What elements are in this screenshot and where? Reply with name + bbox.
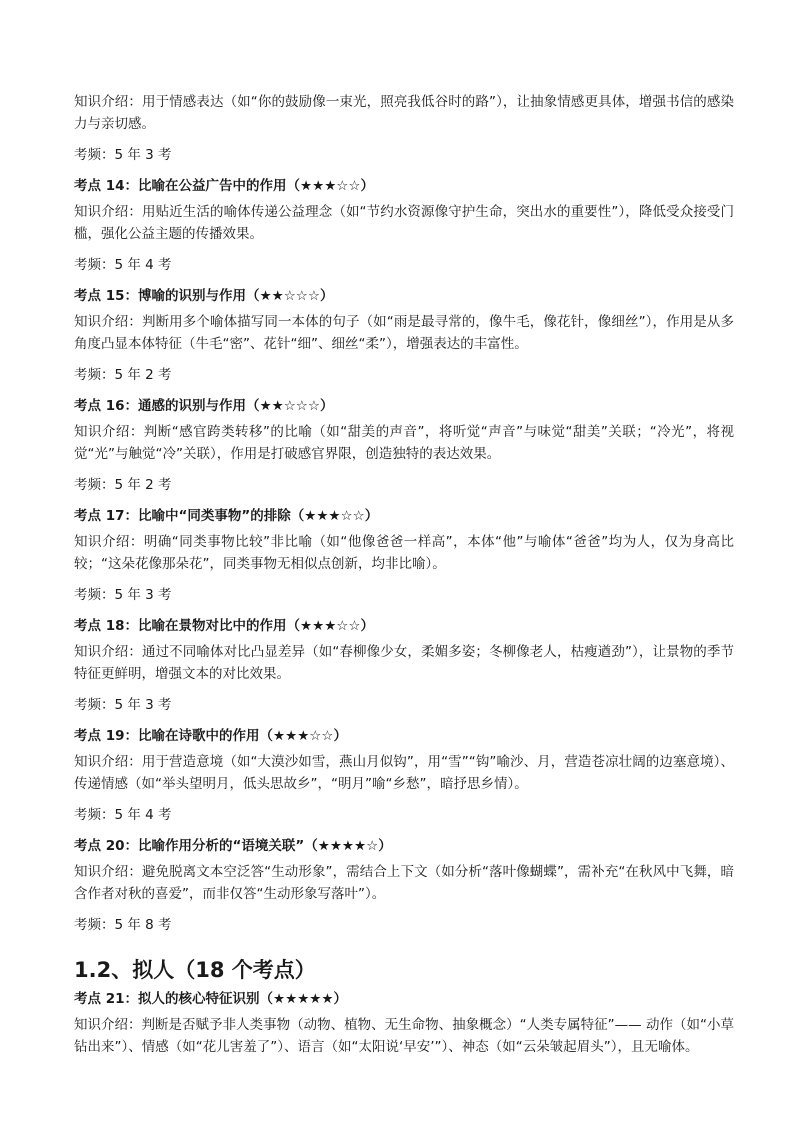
point-frequency: 考频：5 年 8 考: [74, 917, 172, 933]
point-description: 知识介绍：通过不同喻体对比凸显差异（如“春柳像少女，柔媚多姿；冬柳像老人，枯瘦遒劲”），让景物的季节特征更鲜明，增强文本的对比效果。: [74, 644, 734, 682]
point-frequency: 考频：5 年 2 考: [74, 367, 172, 383]
point-title: 考点 18：比喻在景物对比中的作用（★★★☆☆）: [74, 618, 374, 634]
point-frequency: 考频：5 年 3 考: [74, 587, 172, 603]
exam-point-20: [74, 835, 734, 936]
point-description: 知识介绍：用于营造意境（如“大漠沙如雪，燕山月似钩”，用“雪”“钩”喻沙、月，营造苍凉壮阔的边塞意境）、传递情感（如“举头望明月，低头思故乡”，“明月”喻“乡愁”，暗抒思乡情）。: [74, 754, 734, 792]
point-title: 考点 16：通感的识别与作用（★★☆☆☆）: [74, 398, 334, 414]
exam-point-19: [74, 725, 734, 826]
exam-point-21: [74, 988, 734, 1058]
point-frequency: 考频：5 年 4 考: [74, 807, 172, 823]
point-description: 知识介绍：用贴近生活的喻体传递公益理念（如“节约水资源像守护生命，突出水的重要性”），降低受众接受门槛，强化公益主题的传播效果。: [74, 204, 734, 242]
point-title: 考点 14：比喻在公益广告中的作用（★★★☆☆）: [74, 178, 374, 194]
section-heading: 1.2、拟人（18 个考点）: [74, 958, 316, 982]
point-description: 知识介绍：避免脱离文本空泛答“生动形象”，需结合上下文（如分析“落叶像蝴蝶”，需补充“在秋风中飞舞，暗含作者对秋的喜爱”，而非仅答“生动形象写落叶”）。: [74, 864, 734, 902]
point-title: 考点 20：比喻作用分析的“语境关联”（★★★★☆）: [74, 838, 392, 854]
exam-point-18: [74, 615, 734, 716]
point-frequency: 考频：5 年 2 考: [74, 477, 172, 493]
point-title: 考点 21：拟人的核心特征识别（★★★★★）: [74, 991, 347, 1007]
exam-point-17: [74, 505, 734, 606]
point-frequency: 考频：5 年 3 考: [74, 697, 172, 713]
point-description: 知识介绍：判断“感官跨类转移”的比喻（如“甜美的声音”，将听觉“声音”与味觉“甜美”关联；“冷光”，将视觉“光”与触觉“冷”关联），作用是打破感官界限，创造独特的表达效果。: [74, 424, 734, 462]
point-title: 考点 17：比喻中“同类事物”的排除（★★★☆☆）: [74, 508, 379, 524]
exam-point-14: [74, 175, 734, 276]
exam-point-15: [74, 285, 734, 386]
point-frequency: 考频：5 年 4 考: [74, 257, 172, 273]
point-title: 考点 15：博喻的识别与作用（★★☆☆☆）: [74, 288, 334, 304]
point-description: 知识介绍：判断用多个喻体描写同一本体的句子（如“雨是最寻常的，像牛毛，像花针，像细丝”），作用是从多角度凸显本体特征（牛毛“密”、花针“细”、细丝“柔”），增强表达的丰富性。: [74, 314, 734, 352]
point-description: 知识介绍：明确“同类事物比较”非比喻（如“他像爸爸一样高”，本体“他”与喻体“爸爸”均为人，仅为身高比较；“这朵花像那朵花”，同类事物无相似点创新，均非比喻）。: [74, 534, 734, 572]
document-page: [74, 91, 734, 1058]
intro-frequency: 考频：5 年 3 考: [74, 147, 172, 163]
point-description: 知识介绍：判断是否赋予非人类事物（动物、植物、无生命物、抽象概念）“人类专属特征”—— 动作（如“小草钻出来”）、情感（如“花儿害羞了”）、语言（如“太阳说‘早安’”）、神态（如“云朵皱起眉头”），且无喻体。: [74, 1017, 734, 1055]
point-title: 考点 19：比喻在诗歌中的作用（★★★☆☆）: [74, 728, 347, 744]
exam-point-16: [74, 395, 734, 496]
intro-text: 知识介绍：用于情感表达（如“你的鼓励像一束光，照亮我低谷时的路”），让抽象情感更具体，增强书信的感染力与亲切感。: [74, 94, 734, 132]
